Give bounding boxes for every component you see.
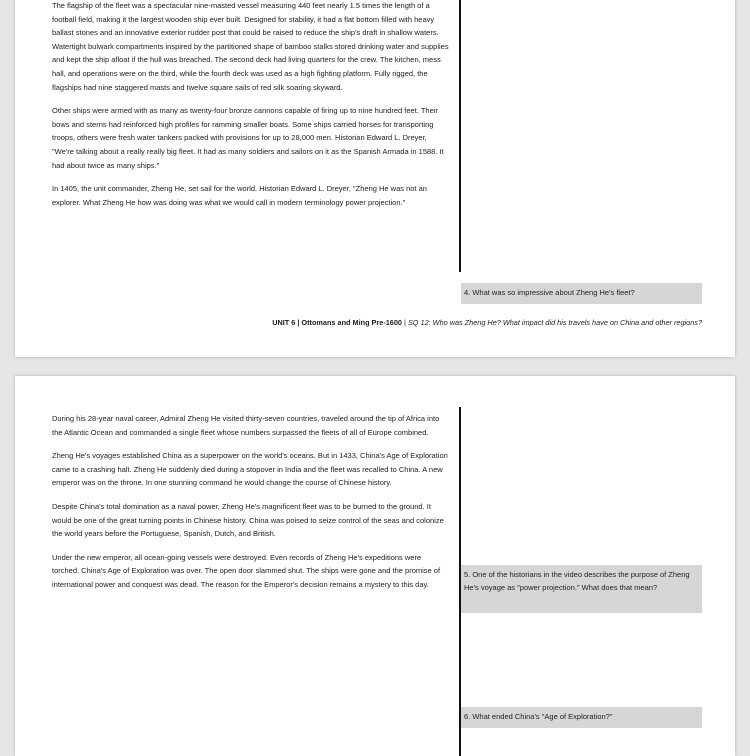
column-divider	[459, 0, 461, 272]
paragraph: Zheng He's voyages established China as a superpower on the world's oceans. But in 1433, China's Age of Exploration came to a crashing halt. Zheng He suddenly died during a stopover in India and the fleet was recalled to China. A new emperor was on the throne. In one stunning command he would change the course of Chinese history.	[52, 451, 448, 488]
paragraph: Other ships were armed with as many as twenty-four bronze cannons capable of firing up to nine hundred feet. Their bows and sterns had reinforced high profiles for ramming smaller boats. Some ships carried horses for transporting troops, others were fresh water tankers packed with provisions for up to 28,000 men. Historian Edward L. Dreyer, "We're talking about a really really big fleet. It had as many soldiers and sailors on it as the Spanish Armada in 1588. It had about twice as many ships."	[52, 106, 444, 170]
paragraph: The flagship of the fleet was a spectacular nine-masted vessel measuring 440 feet nearly 1.5 times the length of a football field, making it the largest wooden ship ever built. Designed for stability, it had a flat bottom filled with heavy ballast stones and an innovative exterior rudder post that could be raised to reduce the ship's draft in shallow waters. Watertight bulwark compartments inspired by the partitioned shape of bamboo stalks stored drinking water and supplies and kept the ship afloat if the hull was breached. The second deck had living quarters for the crew. The kitchen, mess hall, and operations were on the third, while the fourth deck was used as a high fighting platform. Fully rigged, the flagships had nine staggered masts and twelve square sails of red silk soaring skyward.	[52, 1, 449, 92]
question-4-box[interactable]: 4. What was so impressive about Zheng He's fleet?	[461, 283, 702, 304]
paragraph: Despite China's total domination as a naval power, Zheng He's magnificent fleet was to be burned to the ground. It would be one of the great turning points in Chinese history. China was poised to seize control of the seas and colonize the world years before the Portuguese, Spanish, Dutch, and British.	[52, 501, 444, 539]
reading-column	[52, 412, 449, 602]
worksheet-page-2	[15, 376, 735, 756]
footer-unit: UNIT 6 | Ottomans and Ming Pre-1600	[272, 318, 402, 327]
paragraph: In 1405, the unit commander, Zheng He, set sail for the world. Historian Edward L. Dreyer, "Zheng He was not an explorer. What Zheng He how was doing was what we would call in modern terminology power projection."	[52, 184, 427, 207]
question-5-box[interactable]: 5. One of the historians in the video describes the purpose of Zheng He's voyage as "power projection." What does that mean?	[461, 565, 702, 613]
question-6-box[interactable]: 6. What ended China's "Age of Exploration?"	[461, 707, 702, 728]
worksheet-page-1	[15, 0, 735, 357]
footer-separator: |	[401, 318, 408, 327]
reading-column	[52, 0, 449, 219]
paragraph: Under the new emperor, all ocean-going vessels were destroyed. Even records of Zheng He's expeditions were torched. China's Age of Exploration was over. The open door slammed shut. The ships were gone and the promise of international power and conquest was dead. The reason for the Emperor's decision remains a mystery to this day.	[52, 552, 441, 589]
page-footer	[272, 318, 702, 327]
paragraph: During his 28-year naval career, Admiral Zheng He visited thirty-seven countries, traveled around the tip of Africa into the Atlantic Ocean and commanded a single fleet whose numbers surpassed the fleets of all of Europe combined.	[52, 414, 440, 437]
footer-supporting-question: SQ 12: Who was Zheng He? What impact did his travels have on China and other regions?	[407, 318, 702, 327]
